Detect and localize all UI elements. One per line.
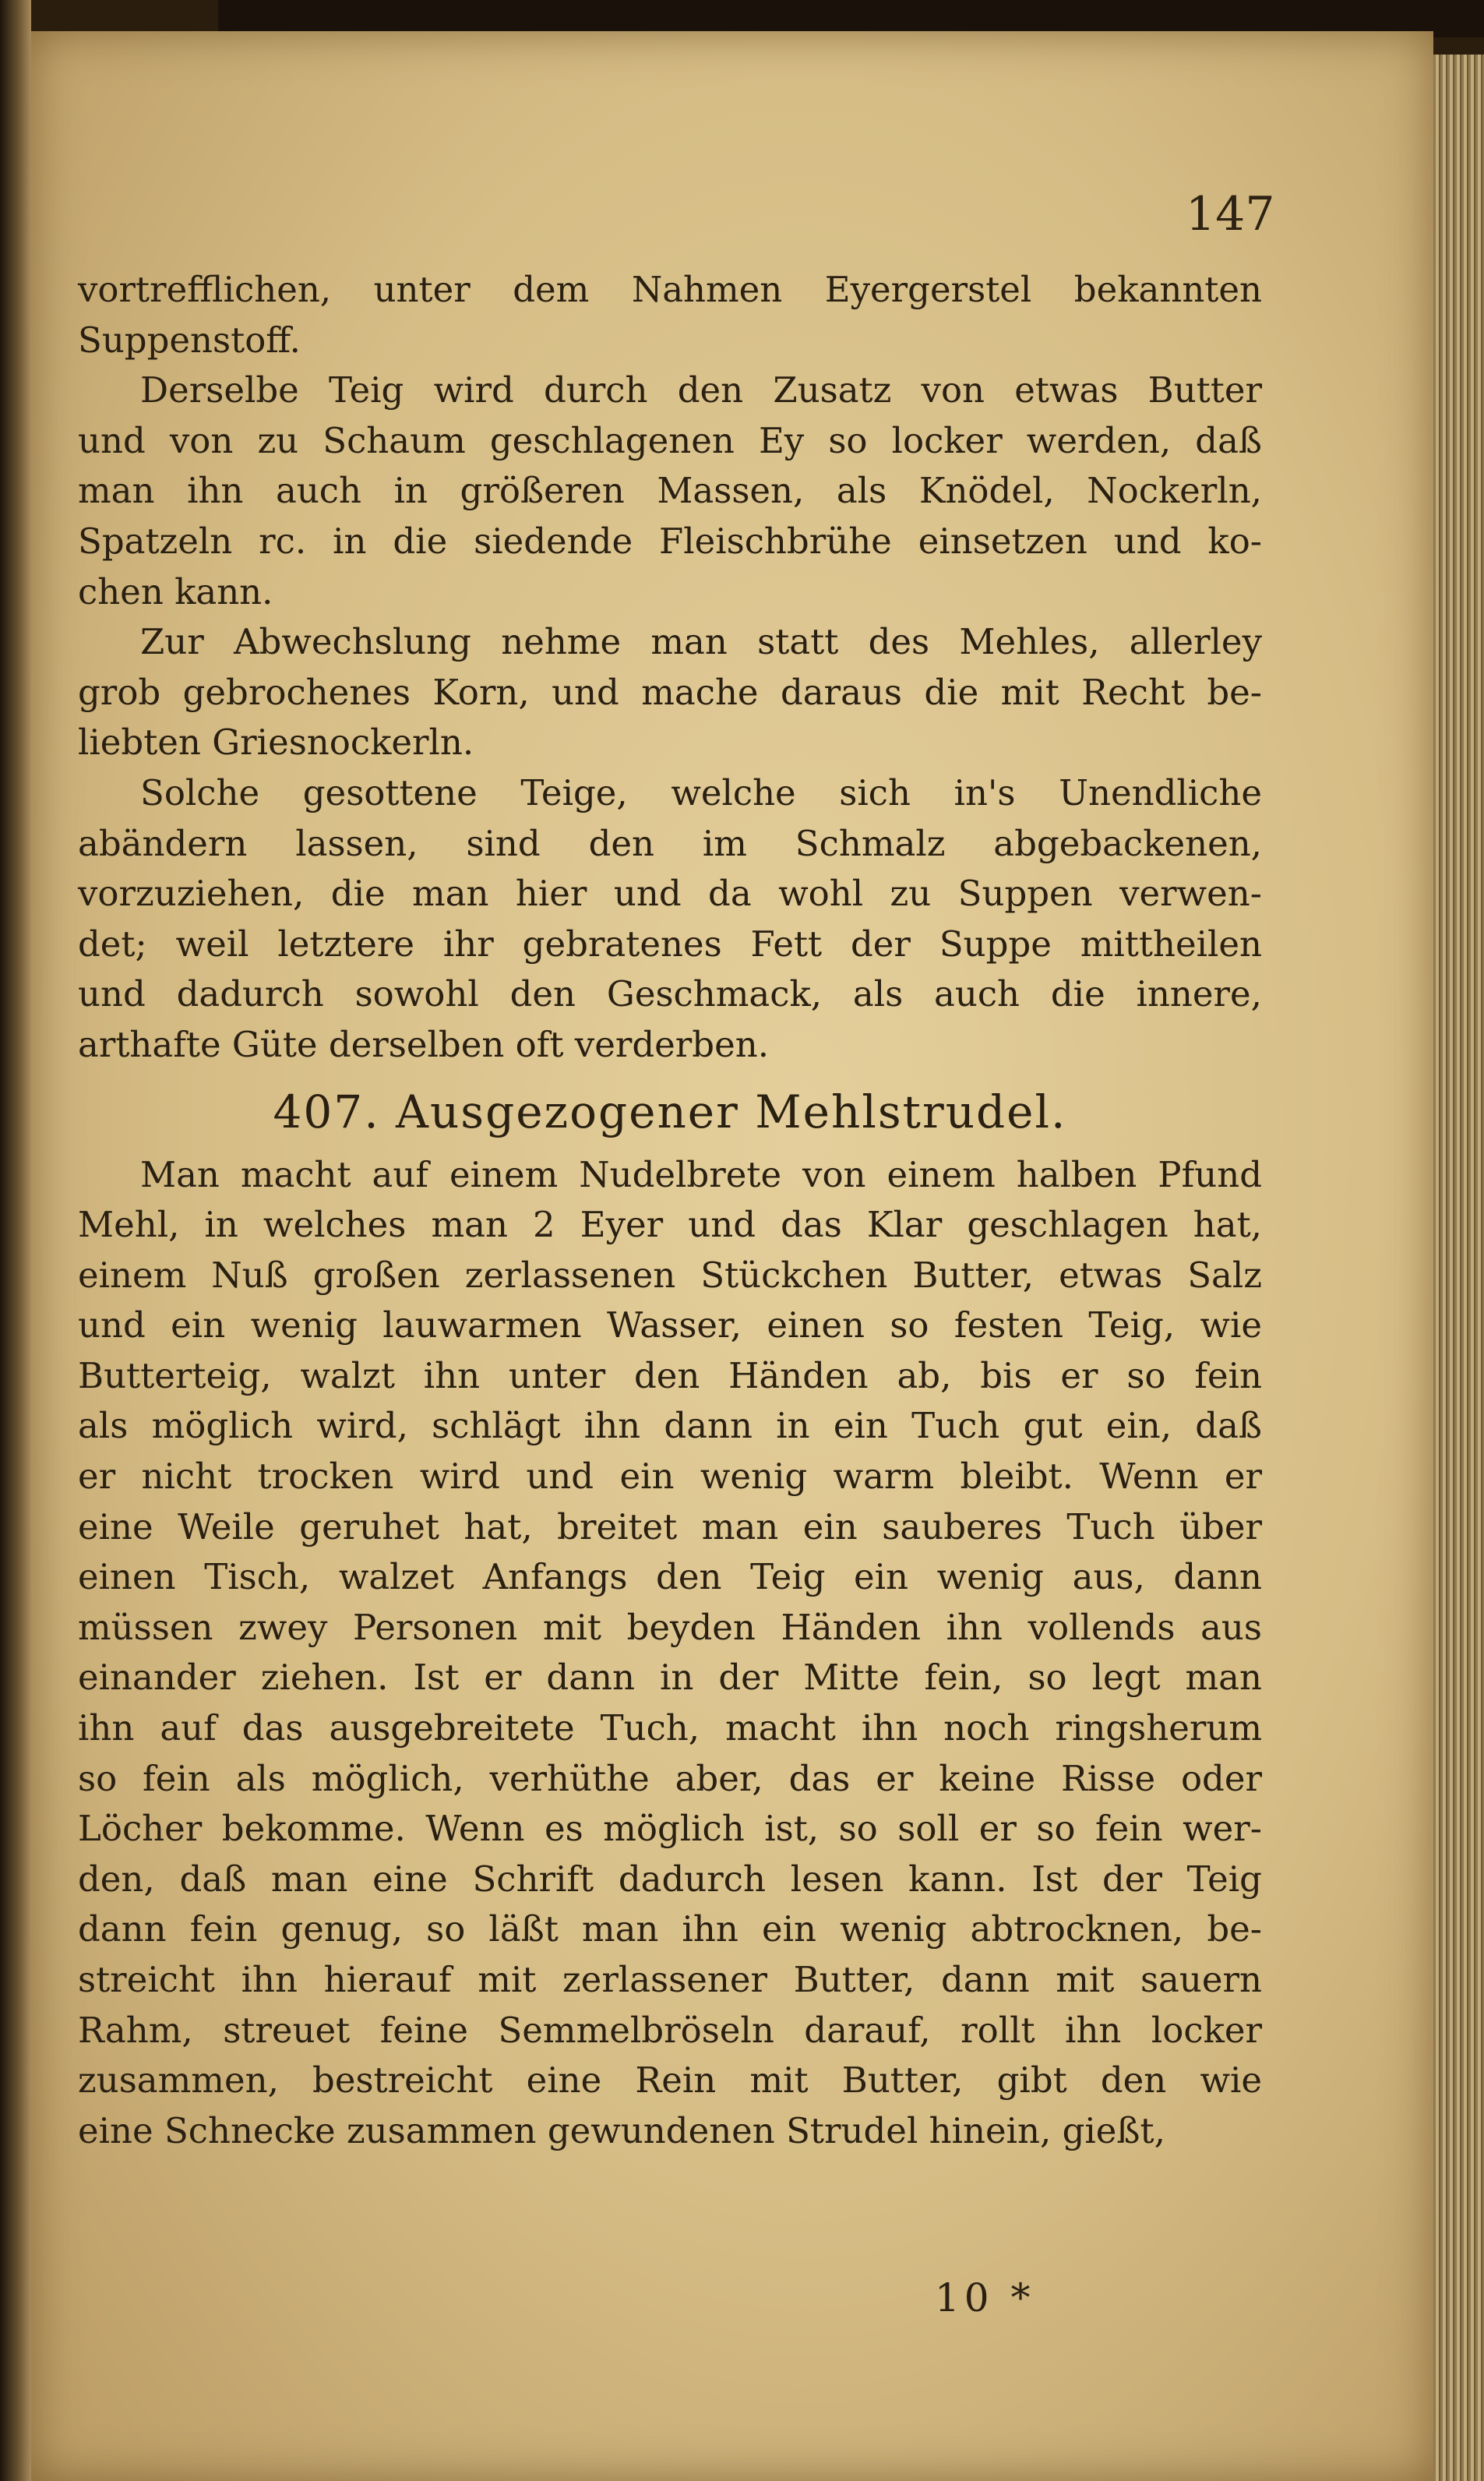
text-line: Rahm, streuet feine Semmelbröseln darauf, rollt ihn locker <box>78 2009 1262 2051</box>
signature-mark: 10 * <box>935 2275 1035 2320</box>
text-line: grob gebrochenes Korn, und mache daraus die mit Recht be- <box>78 671 1262 713</box>
paragraph <box>78 617 1262 768</box>
text-line: abändern lassen, sind den im Schmalz abgebackenen, <box>78 822 1262 864</box>
text-line: Mehl, in welches man 2 Eyer und das Klar geschlagen hat, <box>78 1204 1262 1246</box>
text-line: und dadurch sowohl den Geschmack, als auch die innere, <box>78 973 1262 1015</box>
text-line: vortrefflichen, unter dem Nahmen Eyergerstel bekannten <box>78 269 1262 310</box>
text-line: chen kann. <box>78 570 273 612</box>
page-number: 147 <box>1186 187 1275 242</box>
text-line: eine Schnecke zusammen gewundenen Strudel hinein, gießt, <box>78 2109 1165 2151</box>
paragraph <box>78 265 1262 365</box>
text-block <box>78 265 1262 2156</box>
text-line: und von zu Schaum geschlagenen Ey so locker werden, daß <box>78 419 1262 461</box>
text-line: so fein als möglich, verhüthe aber, das er keine Risse oder <box>78 1757 1262 1799</box>
text-line: müssen zwey Personen mit beyden Händen ihn vollends aus <box>78 1606 1262 1648</box>
text-line: er nicht trocken wird und ein wenig warm bleibt. Wenn er <box>78 1456 1262 1498</box>
text-line: und ein wenig lauwarmen Wasser, einen so festen Teig, wie <box>78 1304 1262 1346</box>
text-line: einen Tisch, walzet Anfangs den Teig ein wenig aus, dann <box>78 1556 1262 1598</box>
paragraph <box>78 768 1262 1071</box>
text-line: dann fein genug, so läßt man ihn ein wenig abtrocknen, be- <box>78 1908 1262 1950</box>
text-line: den, daß man eine Schrift dadurch lesen kann. Ist der Teig <box>78 1858 1262 1900</box>
text-line: zusammen, bestreicht eine Rein mit Butter, gibt den wie <box>78 2059 1262 2102</box>
page-stack-edge <box>1433 55 1484 2481</box>
text-line: ihn auf das ausgebreitete Tuch, macht ihn noch ringsherum <box>78 1707 1262 1749</box>
paragraph <box>78 1150 1262 2157</box>
text-line: Derselbe Teig wird durch den Zusatz von etwas Butter <box>140 369 1262 411</box>
text-line: Butterteig, walzt ihn unter den Händen ab, bis er so fein <box>78 1354 1262 1396</box>
text-line: Zur Abwechslung nehme man statt des Mehles, allerley <box>140 621 1262 663</box>
text-line: Solche gesottene Teige, welche sich in's Unendliche <box>140 771 1262 813</box>
text-line: man ihn auch in größeren Massen, als Knödel, Nockerln, <box>78 470 1262 512</box>
text-line: vorzuziehen, die man hier und da wohl zu Suppen verwen- <box>78 873 1262 915</box>
text-line: Suppenstoff. <box>78 319 301 361</box>
text-line: einem Nuß großen zerlassenen Stückchen Butter, etwas Salz <box>78 1254 1262 1296</box>
paragraphs-after-heading <box>78 1150 1262 2157</box>
text-line: det; weil letztere ihr gebratenes Fett der Suppe mittheilen <box>78 923 1262 965</box>
text-line: Man macht auf einem Nudelbrete von einem halben Pfund <box>140 1153 1262 1195</box>
text-line: arthafte Güte derselben oft verderben. <box>78 1023 770 1065</box>
text-line: eine Weile geruhet hat, breitet man ein sauberes Tuch über <box>78 1505 1262 1548</box>
book-gutter <box>0 0 31 2481</box>
recipe-heading: 407. Ausgezogener Mehlstrudel. <box>273 1085 1067 1138</box>
paragraph <box>78 365 1262 617</box>
text-line: als möglich wird, schlägt ihn dann in ein Tuch gut ein, daß <box>78 1405 1262 1447</box>
paragraphs-before-heading <box>78 265 1262 1071</box>
text-line: streicht ihn hierauf mit zerlassener Butter, dann mit sauern <box>78 1959 1262 2000</box>
text-line: Löcher bekomme. Wenn es möglich ist, so soll er so fein wer- <box>78 1808 1262 1850</box>
text-line: einander ziehen. Ist er dann in der Mitte fein, so legt man <box>78 1657 1262 1699</box>
text-line: liebten Griesnockerln. <box>78 722 474 764</box>
text-line: Spatzeln rc. in die siedende Fleischbrühe einsetzen und ko- <box>78 520 1262 562</box>
